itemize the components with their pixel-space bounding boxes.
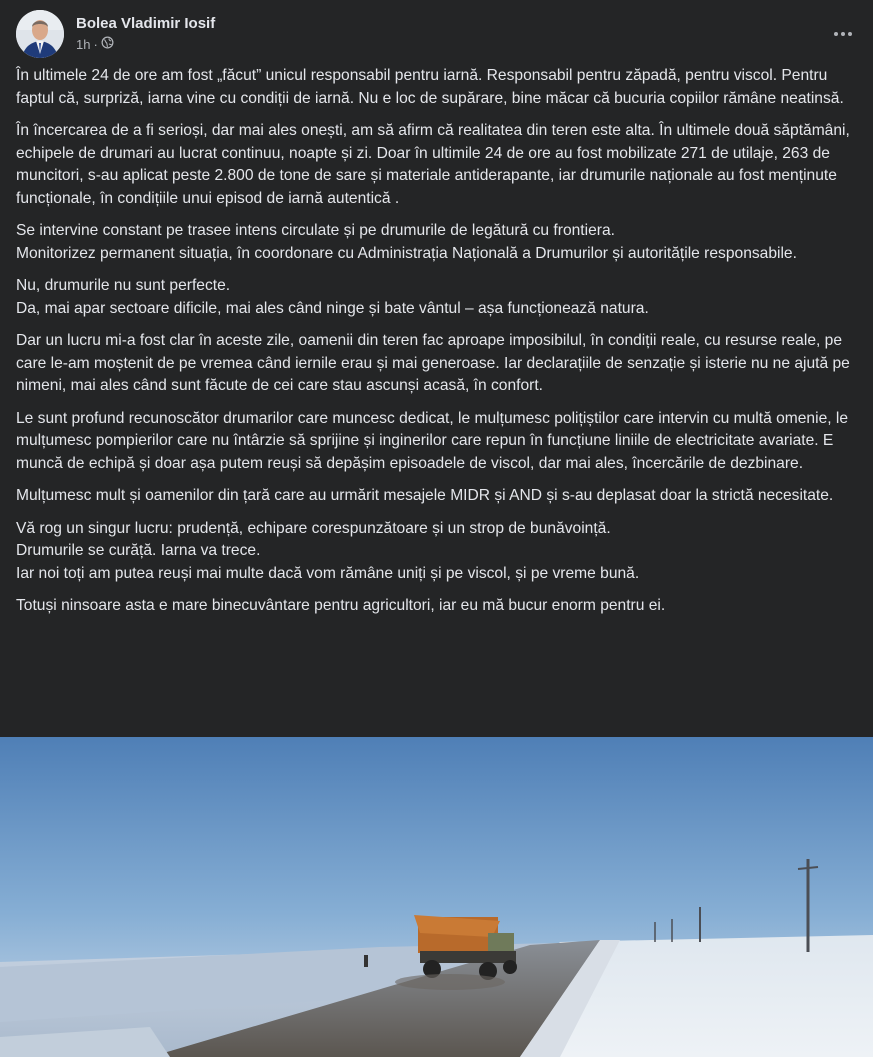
post-paragraph: În ultimele 24 de ore am fost „făcut” unicul responsabil pentru iarnă. Responsabil pentru zăpadă, pentru viscol. Pentru faptul că, surpriză, iarna vine cu condiții de iarnă. Nu e loc de supărare, bine măcar că bucuria copiilor rămâne neatinsă. [16, 67, 844, 107]
post-paragraph: Le sunt profund recunoscător drumarilor care muncesc dedicat, le mulțumesc polițiștilor care intervin cu multă omenie, le mulțumesc pompierilor care nu întârzie să sprijine și inginerilor care repun în funcțiune liniile de electricitate avariate. E muncă de echipă și doar așa putem reuși să depășim episoadele de viscol, dar mai ales, încercările de dezbinare. [16, 409, 849, 472]
avatar[interactable] [16, 10, 64, 58]
post-subline [76, 36, 215, 54]
more-options-icon [831, 22, 855, 46]
more-options-button[interactable] [825, 16, 861, 52]
author-name[interactable]: Bolea Vladimir Iosif [76, 15, 216, 32]
post-paragraph: Dar un lucru mi-a fost clar în aceste zile, oamenii din teren fac aproape imposibilul, în condiții reale, cu resurse reale, pe care le-am moștenit de pe vremea când iernile erau și mai generoase. Iar declarațiile de senzație și isterie nu ne ajută pe nimeni, mai ales când sunt făcute de cei care stau ascunși acasă, în confort. [16, 332, 850, 394]
post-paragraph: Nu, drumurile nu sunt perfecte. Da, mai apar sectoare dificile, mai ales când ninge și bate vântul – așa funcționează natura. [16, 277, 649, 317]
post-paragraph: Mulțumesc mult și oamenilor din țară care au urmărit mesajele MIDR și AND și s-au deplasat doar la strictă necesitate. [16, 487, 834, 504]
globe-icon [101, 36, 114, 54]
post-meta [76, 14, 215, 54]
profile-photo [16, 10, 64, 58]
snowy-road-image [0, 737, 873, 1057]
post-photo[interactable] [0, 737, 873, 1057]
post-paragraph: Totuși ninsoare asta e mare binecuvântare pentru agricultori, iar eu mă bucur enorm pentru ei. [16, 597, 666, 614]
post-paragraph: În încercarea de a fi serioși, dar mai ales onești, am să afirm că realitatea din teren este alta. În ultimele două săptămâni, echipele de drumari au lucrat continuu, noapte și zi. Doar în ultimile 24 de ore au fost mobilizate 271 de utilaje, 263 de muncitori, s-au aplicat peste 2.800 de tone de sare și materiale antiderapante, iar drumurile naționale au fost menținute funcționale, în condițiile unui episod de iarnă autentică . [16, 122, 850, 207]
post-header [16, 10, 215, 58]
post-text [16, 65, 860, 628]
separator-dot: · [93, 37, 98, 52]
post-time[interactable]: 1h [76, 37, 91, 52]
post-paragraph: Vă rog un singur lucru: prudență, echipare corespunzătoare și un strop de bunăvoință. Drumurile se curăță. Iarna va trece. Iar noi toți am putea reuși mai multe dacă vom rămâne uniți și pe viscol, și pe vreme bună. [16, 519, 640, 582]
post-paragraph: Se intervine constant pe trasee intens circulate și pe drumurile de legătură cu frontiera. Monitorizez permanent situația, în coordonare cu Administrația Națională a Drumurilor și autoritățile responsabile. [16, 222, 797, 262]
